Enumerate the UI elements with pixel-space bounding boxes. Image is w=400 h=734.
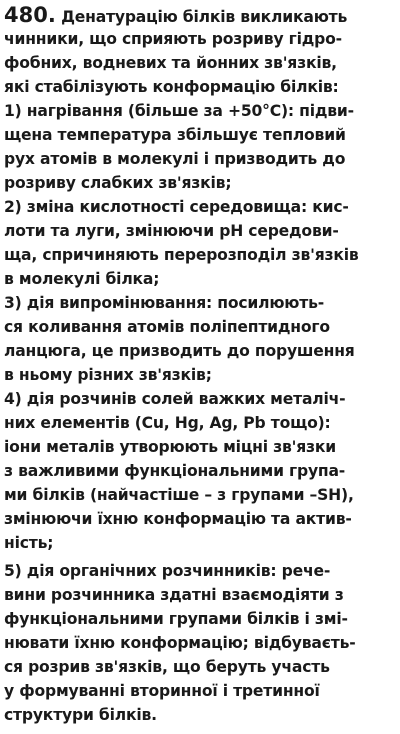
text-line-30: структури білків. <box>4 706 157 724</box>
text-line-23: ність; <box>4 534 54 552</box>
text-line-16: в ньому різних зв'язків; <box>4 366 212 384</box>
text-line-28: ся розрив зв'язків, що беруть участь <box>4 658 330 676</box>
text-line-6: щена температура збільшує тепловий <box>4 126 346 144</box>
text-line-12: в молекулі білка; <box>4 270 160 288</box>
text-line-17: 4) дія розчинів солей важких металіч- <box>4 390 346 408</box>
text-line-13: 3) дія випромінювання: посилюють- <box>4 294 325 312</box>
text-line-4: які стабілізують конформацію білків: <box>4 78 339 96</box>
text-line-26: функціональними групами білків і змі- <box>4 610 348 628</box>
text-line-15: ланцюга, це призводить до порушення <box>4 342 355 360</box>
text-line-10: лоти та луги, змінюючи pH середови- <box>4 222 339 240</box>
text-line-1 <box>4 2 347 28</box>
text-line-8: розриву слабких зв'язків; <box>4 174 232 192</box>
text-line-11: ща, спричиняють перерозподіл зв'язків <box>4 246 359 264</box>
text-line-25: вини розчинника здатні взаємодіяти з <box>4 586 344 604</box>
document-page <box>4 0 396 734</box>
text-line-3: фобних, водневих та йонних зв'язків, <box>4 54 337 72</box>
exercise-number: 480. <box>4 3 56 27</box>
text-line-2: чинники, що сприяють розриву гідро- <box>4 30 342 48</box>
text-line-24: 5) дія органічних розчинників: рече- <box>4 562 331 580</box>
text-line-29: у формуванні вторинної і третинної <box>4 682 320 700</box>
text-line-27: нювати їхню конформацію; відбуваєть- <box>4 634 356 652</box>
text-line-7: рух атомів в молекулі і призводить до <box>4 150 346 168</box>
text-line-22: змінюючи їхню конформацію та актив- <box>4 510 352 528</box>
line-text: Денатурацію білків викликають <box>61 8 348 26</box>
text-line-9: 2) зміна кислотності середовища: кис- <box>4 198 349 216</box>
text-line-5: 1) нагрівання (більше за +50°С): підви- <box>4 102 354 120</box>
text-line-14: ся коливання атомів поліпептидного <box>4 318 330 336</box>
text-line-18: них елементів (Cu, Hg, Ag, Pb тощо): <box>4 414 331 432</box>
text-line-20: з важливими функціональними група- <box>4 462 346 480</box>
text-line-21: ми білків (найчастіше – з групами –SH), <box>4 486 354 504</box>
text-line-19: іони металів утворюють міцні зв'язки <box>4 438 337 456</box>
